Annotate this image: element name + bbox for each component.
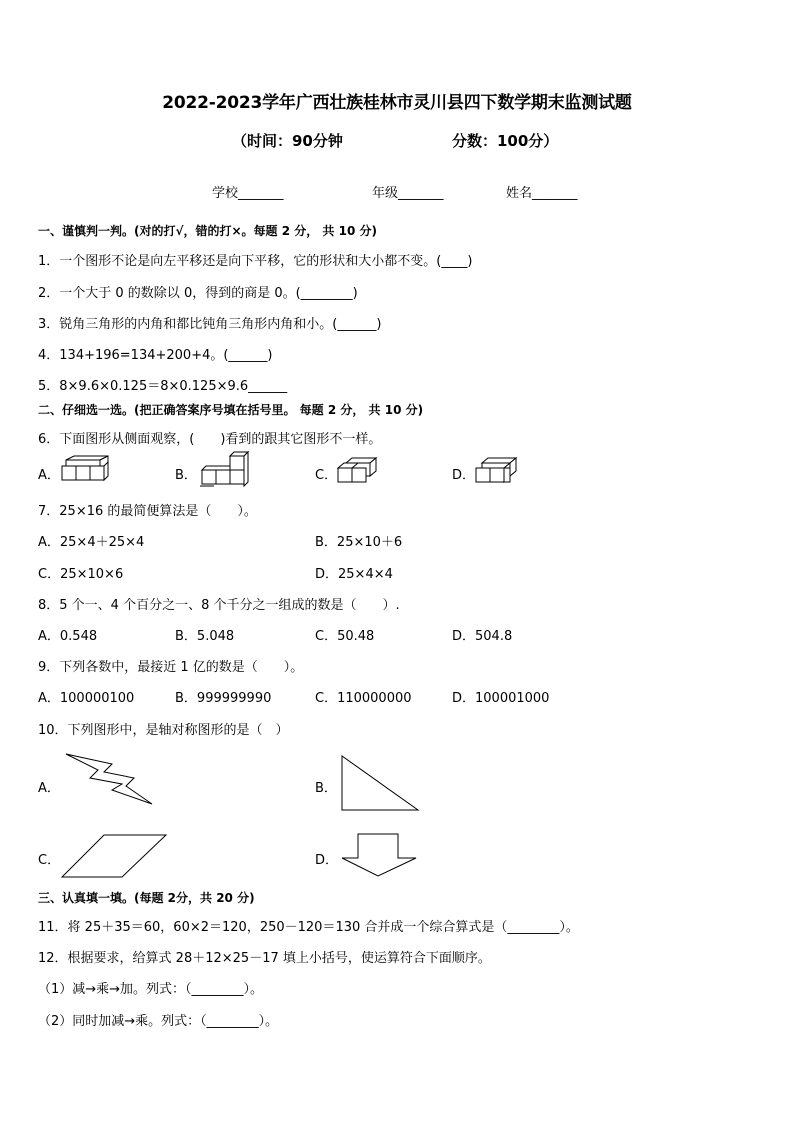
q9-option-b: B．999999990 [175,691,272,706]
question-6: 6．下面图形从侧面观察，( )看到的跟其它图形不一样。 [38,432,382,447]
question-8: 8．5 个一、4 个百分之一、8 个千分之一组成的数是（ ）. [38,598,400,613]
q9-option-c: C．110000000 [315,691,412,706]
question-1: 1．一个图形不论是向左平移还是向下平移，它的形状和大小都不变。(____) [38,254,473,269]
q6-option-a-cubes-figure [60,456,112,486]
question-5: 5．8×9.6×0.125＝8×0.125×9.6______ [38,379,288,394]
school-field: 学校_______ [212,186,284,201]
q7-option-c: C．25×10×6 [38,567,124,582]
q10-option-d-label: D． [315,853,339,868]
question-12-part-2: （2）同时加减→乘。列式：（________）。 [38,1014,279,1029]
q6-option-d-cubes-figure [474,457,520,485]
page-title: 2022-2023学年广西壮族桂林市灵川县四下数学期末监测试题 [162,93,632,113]
q9-option-d: D．100001000 [452,691,550,706]
section-2-heading: 二、仔细选一选。(把正确答案序号填在括号里。 每题 2 分， 共 10 分) [38,403,424,417]
q9-option-a: A．100000100 [38,691,135,706]
q10-option-c-parallelogram-figure [60,833,170,879]
question-10: 10．下列图形中，是轴对称图形的是（ ） [38,723,289,738]
question-4: 4．134+196=134+200+4。(______) [38,348,273,363]
q7-option-b: B．25×10＋6 [315,535,403,550]
q10-option-b-right-triangle-figure [340,754,422,812]
q6-option-b-label: B． [175,468,197,483]
name-field: 姓名_______ [506,186,578,201]
q6-option-d-label: D． [452,468,476,483]
q7-option-d: D．25×4×4 [315,567,393,582]
q6-option-c-cubes-figure [336,457,380,485]
section-1-heading: 一、谨慎判一判。(对的打√，错的打×。每题 2 分， 共 10 分) [38,224,377,238]
grade-field: 年级_______ [372,186,444,201]
q6-option-a-label: A． [38,468,60,483]
time-info: （时间：90分钟 [232,132,343,150]
question-11: 11．将 25＋35＝60，60×2＝120，250－120＝130 合并成一个综合算式是（________）。 [38,920,579,935]
question-7: 7．25×16 的最简便算法是（ ）。 [38,504,257,519]
section-3-heading: 三、认真填一填。(每题 2分，共 20 分) [38,891,255,905]
q8-option-c: C．50.48 [315,629,375,644]
q10-option-a-label: A． [38,781,60,796]
question-12: 12．根据要求，给算式 28＋12×25－17 填上小括号，使运算符合下面顺序。 [38,951,491,966]
question-2: 2．一个大于 0 的数除以 0，得到的商是 0。(________) [38,286,358,301]
question-3: 3．锐角三角形的内角和都比钝角三角形内角和小。(______) [38,317,382,332]
q10-option-b-label: B． [315,781,337,796]
q8-option-a: A．0.548 [38,629,98,644]
question-12-part-1: （1）减→乘→加。列式：（________）。 [38,982,264,997]
question-9: 9．下列各数中，最接近 1 亿的数是（ ）。 [38,660,304,675]
q6-option-c-label: C． [315,468,338,483]
q8-option-b: B．5.048 [175,629,235,644]
q6-option-b-cubes-figure [198,452,250,488]
score-info: 分数：100分） [452,132,559,150]
q7-option-a: A．25×4＋25×4 [38,535,145,550]
q10-option-a-lightning-figure [64,752,156,808]
q10-option-c-label: C． [38,853,61,868]
q8-option-d: D．504.8 [452,629,513,644]
q10-option-d-arrow-figure [340,832,420,878]
